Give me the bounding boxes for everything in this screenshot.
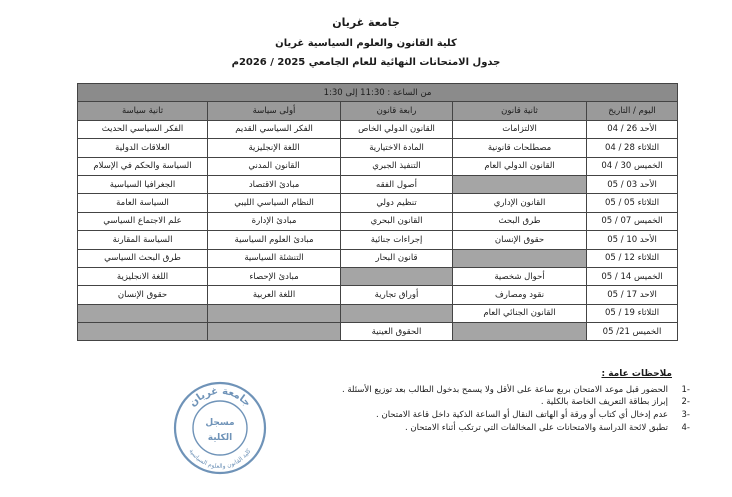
day-cell: الأحد 10 / 05 bbox=[587, 231, 678, 249]
table-row bbox=[78, 139, 678, 157]
note-text: إبراز بطاقة التعريف الخاصة بالكلية . bbox=[540, 397, 668, 407]
table-row bbox=[78, 231, 678, 249]
stamp-line-1: مسجل bbox=[205, 418, 235, 428]
law-4-cell: أصول الفقه bbox=[341, 175, 453, 193]
note-number: -4 bbox=[681, 423, 690, 433]
law-4-cell: القانون البحري bbox=[341, 212, 453, 230]
politics-1-cell: مبادئ الإحصاء bbox=[208, 267, 341, 285]
table-row bbox=[78, 212, 678, 230]
table-row bbox=[78, 157, 678, 175]
politics-1-cell: مبادئ الإدارة bbox=[208, 212, 341, 230]
column-header-politics-2: ثانية سياسة bbox=[78, 102, 208, 120]
day-cell: الأحد 03 / 05 bbox=[587, 175, 678, 193]
law-4-cell: إجراءات جنائية bbox=[341, 231, 453, 249]
registrar-stamp bbox=[172, 380, 268, 476]
politics-2-cell: حقوق الإنسان bbox=[78, 286, 208, 304]
politics-2-cell: الفكر السياسي الحديث bbox=[78, 120, 208, 138]
table-row bbox=[78, 194, 678, 212]
faculty-name: كلية القانون والعلوم السياسية غريان bbox=[275, 38, 457, 49]
politics-1-cell: الفكر السياسي القديم bbox=[208, 120, 341, 138]
column-header-row bbox=[78, 102, 678, 120]
note-text: الحضور قبل موعد الامتحان بربع ساعة على الأقل ولا يسمح بدخول الطالب بعد توزيع الأسئلة . bbox=[341, 385, 668, 395]
politics-2-cell bbox=[78, 323, 208, 341]
day-cell: الخميس 07 / 05 bbox=[587, 212, 678, 230]
schedule-title: جدول الامتحانات النهائية للعام الجامعي 2025 / 2026م bbox=[231, 57, 501, 68]
law-2-cell bbox=[453, 323, 587, 341]
politics-2-cell bbox=[78, 304, 208, 322]
day-cell: الثلاثاء 05 / 05 bbox=[587, 194, 678, 212]
politics-1-cell: مبادئ العلوم السياسية bbox=[208, 231, 341, 249]
law-2-cell bbox=[453, 175, 587, 193]
politics-1-cell: مبادئ الاقتصاد bbox=[208, 175, 341, 193]
table-row bbox=[78, 267, 678, 285]
note-text: عدم إدخال أي كتاب أو ورقة أو الهاتف النقال أو الساعة الذكية داخل قاعة الامتحان . bbox=[376, 410, 668, 420]
law-4-cell bbox=[341, 304, 453, 322]
table-row bbox=[78, 175, 678, 193]
politics-2-cell: الجغرافيا السياسية bbox=[78, 175, 208, 193]
note-number: -3 bbox=[681, 410, 690, 420]
law-2-cell: نقود ومصارف bbox=[453, 286, 587, 304]
note-text: تطبق لائحة الدراسة والامتحانات على المخالفات التي ترتكب أثناء الامتحان . bbox=[405, 423, 668, 433]
law-2-cell: الالتزامات bbox=[453, 120, 587, 138]
politics-1-cell: النظام السياسي الليبي bbox=[208, 194, 341, 212]
law-4-cell: القانون الدولي الخاص bbox=[341, 120, 453, 138]
law-4-cell bbox=[341, 267, 453, 285]
day-cell: الخميس 30 / 04 bbox=[587, 157, 678, 175]
table-row bbox=[78, 286, 678, 304]
column-header-law-4: رابعة قانون bbox=[341, 102, 453, 120]
law-4-cell: المادة الاختيارية bbox=[341, 139, 453, 157]
law-4-cell: الحقوق العينية bbox=[341, 323, 453, 341]
table-row bbox=[78, 323, 678, 341]
law-2-cell: طرق البحث bbox=[453, 212, 587, 230]
day-cell: الثلاثاء 28 / 04 bbox=[587, 139, 678, 157]
day-cell: الثلاثاء 12 / 05 bbox=[587, 249, 678, 267]
politics-1-cell: اللغة الإنجليزية bbox=[208, 139, 341, 157]
law-4-cell: تنظيم دولي bbox=[341, 194, 453, 212]
note-number: -1 bbox=[681, 385, 690, 395]
column-header-day: اليوم / التاريخ bbox=[587, 102, 678, 120]
law-4-cell: أوراق تجارية bbox=[341, 286, 453, 304]
exam-time: من الساعة : 11:30 إلى 1:30 bbox=[78, 84, 678, 102]
law-4-cell: قانون البحار bbox=[341, 249, 453, 267]
politics-2-cell: السياسة المقارنة bbox=[78, 231, 208, 249]
politics-2-cell: اللغة الانجليزية bbox=[78, 267, 208, 285]
law-2-cell: حقوق الإنسان bbox=[453, 231, 587, 249]
politics-2-cell: السياسة والحكم في الإسلام bbox=[78, 157, 208, 175]
politics-1-cell: القانون المدني bbox=[208, 157, 341, 175]
stamp-line-2: الكلية bbox=[207, 433, 233, 443]
law-2-cell: أحوال شخصية bbox=[453, 267, 587, 285]
politics-1-cell: اللغة العربية bbox=[208, 286, 341, 304]
day-cell: الأحد 26 / 04 bbox=[587, 120, 678, 138]
day-cell: الخميس 21/ 05 bbox=[587, 323, 678, 341]
note-number: -2 bbox=[681, 397, 690, 407]
stamp-university-text: جامعة غريان bbox=[187, 385, 253, 410]
table-row bbox=[78, 249, 678, 267]
time-row bbox=[78, 84, 678, 102]
politics-2-cell: السياسة العامة bbox=[78, 194, 208, 212]
politics-1-cell bbox=[208, 323, 341, 341]
law-2-cell: القانون الجنائي العام bbox=[453, 304, 587, 322]
law-4-cell: التنفيذ الجبري bbox=[341, 157, 453, 175]
exam-schedule-table bbox=[77, 83, 678, 341]
law-2-cell bbox=[453, 249, 587, 267]
column-header-politics-1: أولى سياسة bbox=[208, 102, 341, 120]
stamp-faculty-text: كلية القانون والعلوم السياسية bbox=[187, 447, 253, 471]
politics-1-cell bbox=[208, 304, 341, 322]
day-cell: الخميس 14 / 05 bbox=[587, 267, 678, 285]
law-2-cell: القانون الدولي العام bbox=[453, 157, 587, 175]
day-cell: الثلاثاء 19 / 05 bbox=[587, 304, 678, 322]
law-2-cell: مصطلحات قانونية bbox=[453, 139, 587, 157]
law-2-cell: القانون الإداري bbox=[453, 194, 587, 212]
politics-1-cell: التنشئة السياسية bbox=[208, 249, 341, 267]
politics-2-cell: العلاقات الدولية bbox=[78, 139, 208, 157]
politics-2-cell: طرق البحث السياسي bbox=[78, 249, 208, 267]
table-row bbox=[78, 304, 678, 322]
table-row bbox=[78, 120, 678, 138]
politics-2-cell: علم الاجتماع السياسي bbox=[78, 212, 208, 230]
stamp-inner-ring bbox=[193, 401, 247, 455]
column-header-law-2: ثانية قانون bbox=[453, 102, 587, 120]
notes-title: ملاحظات عامة : bbox=[601, 369, 672, 379]
day-cell: الاحد 17 / 05 bbox=[587, 286, 678, 304]
university-name: جامعة غريان bbox=[332, 16, 400, 29]
